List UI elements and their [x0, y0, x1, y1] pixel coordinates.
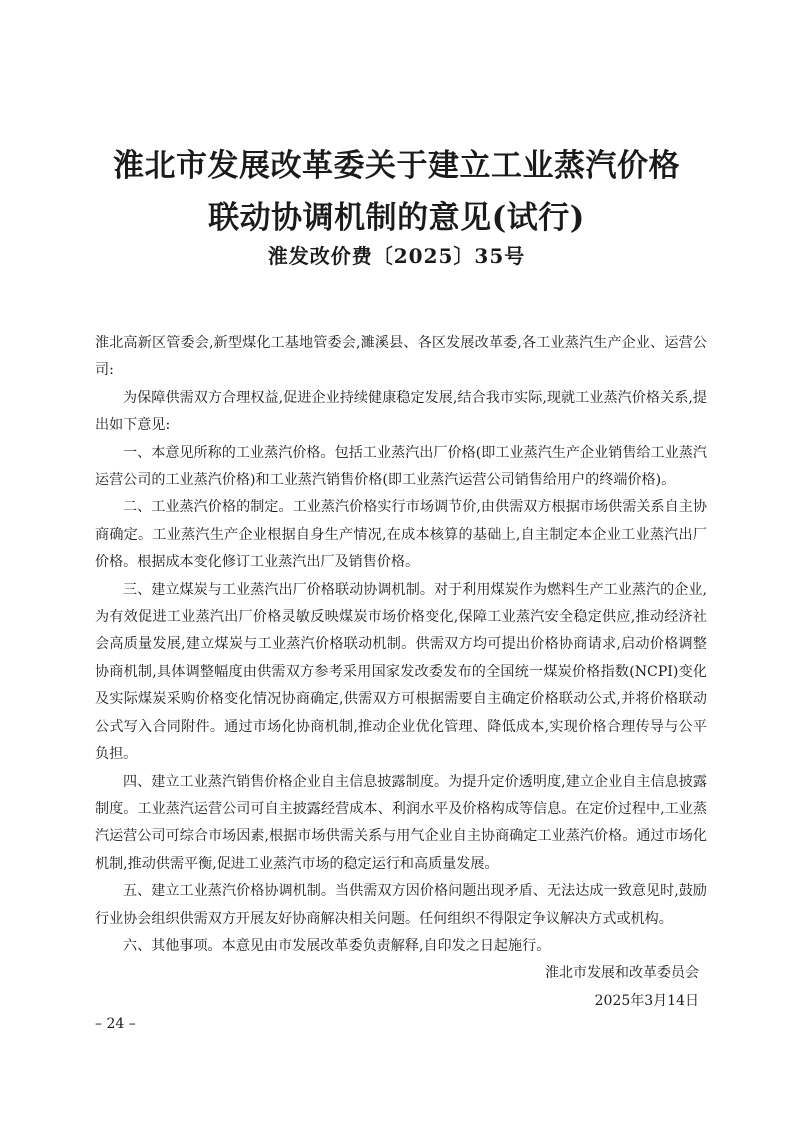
paragraph-2: 二、工业蒸汽价格的制定。工业蒸汽价格实行市场调节价,由供需双方根据市场供需关系自主协商确定。工业蒸汽生产企业根据自身生产情况,在成本核算的基础上,自主制定本企业工业蒸汽出厂价格。根据成本变化修订工业蒸汽出厂及销售价格。 [95, 499, 707, 571]
page-number: – 24 – [95, 1016, 136, 1032]
paragraph-3: 三、建立煤炭与工业蒸汽出厂价格联动协调机制。对于利用煤炭作为燃料生产工业蒸汽的企业,为有效促进工业蒸汽出厂价格灵敏反映煤炭市场价格变化,保障工业蒸汽安全稳定供应,推动经济社会高质量发展,建立煤炭与工业蒸汽价格联动机制。供需双方均可提出价格协商请求,启动价格调整协商机制,具体调整幅度由供需双方参考采用国家发改委发布的全国统一煤炭价格指数(NCPI)变化及实际煤炭采购价格变化情况协商确定,供需双方可根据需要自主确定价格联动公式,并将价格联动公式写入合同附件。通过市场化协商机制,推动企业优化管理、降低成本,实现价格合理传导与公平负担。 [95, 581, 707, 763]
paragraph-6: 六、其他事项。本意见由市发展改革委负责解释,自印发之日起施行。 [123, 937, 551, 954]
paragraph-1: 一、本意见所称的工业蒸汽价格。包括工业蒸汽出厂价格(即工业蒸汽生产企业销售给工业蒸汽运营公司的工业蒸汽价格)和工业蒸汽销售价格(即工业蒸汽运营公司销售给用户的终端价格)。 [95, 444, 707, 489]
document-body [95, 330, 707, 960]
paragraph-5: 五、建立工业蒸汽价格协调机制。当供需双方因价格问题出现矛盾、无法达成一致意见时,鼓励行业协会组织供需双方开展友好协商解决相关问题。任何组织不得限定争议解决方式或机构。 [95, 883, 707, 927]
document-title-line-2: 联动协调机制的意见(试行) [208, 200, 585, 236]
document-number: 淮发改价费〔2025〕35号 [267, 244, 526, 268]
paragraph-4: 四、建立工业蒸汽销售价格企业自主信息披露制度。为提升定价透明度,建立企业自主信息披露制度。工业蒸汽运营公司可自主披露经营成本、利润水平及价格构成等信息。在定价过程中,工业蒸汽运营公司可综合市场因素,根据市场供需关系与用气企业自主协商确定工业蒸汽价格。通过市场化机制,推动供需平衡,促进工业蒸汽市场的稳定运行和高质量发展。 [95, 773, 707, 872]
paragraph-intro: 为保障供需双方合理权益,促进企业持续健康稳定发展,结合我市实际,现就工业蒸汽价格关系,提出如下意见: [95, 389, 707, 434]
signature-organization: 淮北市发展和改革委员会 [545, 965, 699, 981]
document-title-line-1: 淮北市发展改革委关于建立工业蒸汽价格 [113, 148, 680, 184]
addressee: 淮北高新区管委会,新型煤化工基地管委会,濉溪县、各区发展改革委,各工业蒸汽生产企业、运营公司: [95, 335, 707, 379]
signature-date: 2025年3月14日 [594, 993, 699, 1009]
